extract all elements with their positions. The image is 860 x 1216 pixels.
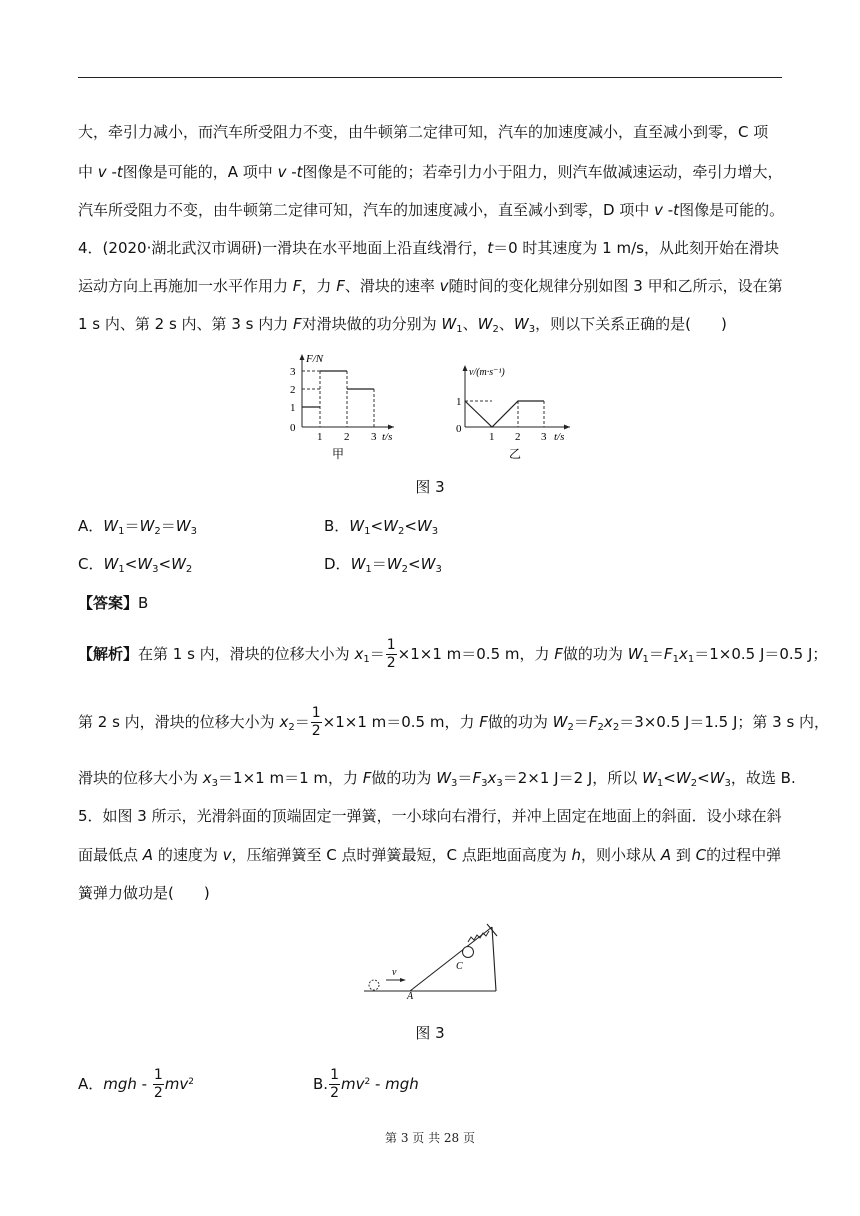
velocity-label: v bbox=[392, 967, 397, 978]
text-line: 运动方向上再施加一水平作用力 F，力 F、滑块的速率 v随时间的变化规律分别如图 3 甲和乙所示，设在第 bbox=[78, 277, 783, 295]
fraction: $\frac{1}{2}$ bbox=[311, 705, 321, 739]
ball-at-c bbox=[463, 947, 474, 958]
figure-caption: 图 3 bbox=[415, 478, 445, 496]
point-a-label: A bbox=[407, 991, 414, 1000]
option-d: D．$W_1=W_2<W_3$ bbox=[324, 555, 442, 575]
question-4-stem: 4．(2020·湖北武汉市调研)一滑块在水平地面上沿直线滑行，t＝0 时其速度为 1 m/s，从此刻开始在滑块 bbox=[78, 239, 779, 257]
option-a: A．mgh - $\frac{1}{2}$ $mv^2$ bbox=[78, 1067, 195, 1101]
spring bbox=[468, 931, 489, 942]
fraction: $\frac{1}{2}$ bbox=[330, 1067, 339, 1101]
x-tick: 3 bbox=[541, 431, 547, 443]
x-tick: 2 bbox=[344, 431, 350, 443]
text-line: 汽车所受阻力不变，由牛顿第二定律可知，汽车的加速度减小，直至减小到零，D 项中 v -t图像是可能的。 bbox=[78, 201, 785, 219]
force-time-graph bbox=[282, 350, 407, 462]
x-tick: 1 bbox=[317, 431, 323, 443]
y-tick: 0 bbox=[456, 423, 462, 435]
velocity-time-graph bbox=[450, 362, 580, 462]
text-line: 中 v -t图像是可能的，A 项中 v -t图像是不可能的；若牵引力小于阻力，则汽车做减速运动，牵引力增大， bbox=[78, 163, 783, 181]
text-line: 1 s 内、第 2 s 内、第 3 s 内力 F对滑块做的功分别为 $W_1$、$W_2$、$W_3$，则以下关系正确的是( ) bbox=[78, 315, 727, 335]
analysis-line-3: 滑块的位移大小为 $x_3=1\times 1$ m＝1 m，力 F做的功为 $W_3=F_3x_3=2\times 1$ J＝2 J，所以 $W_1<W_2<W_3$，故选 B. bbox=[78, 769, 796, 789]
header-rule bbox=[78, 77, 782, 78]
data-line bbox=[465, 401, 544, 427]
analysis-line-1: 【解析】在第 1 s 内，滑块的位移大小为 $x_1=$ $\frac{1}{2}$ ×1×1 m＝0.5 m，力 F做的功为 $W_1=F_1x_1=1\times 0.5$ J＝0.5 J； bbox=[78, 637, 828, 671]
figure-label: 乙 bbox=[509, 447, 522, 461]
figure-label: 甲 bbox=[332, 447, 345, 461]
y-axis-label: F/N bbox=[306, 353, 324, 365]
option-c: C．$W_1<W_3<W_2$ bbox=[78, 555, 193, 575]
y-tick: 0 bbox=[290, 422, 296, 434]
option-a: A．$W_1=W_2=W_3$ bbox=[78, 517, 197, 537]
question-5-stem: 5．如图 3 所示，光滑斜面的顶端固定一弹簧，一小球向右滑行，并冲上固定在地面上的斜面．设小球在斜 bbox=[78, 807, 782, 825]
y-tick: 3 bbox=[290, 366, 296, 378]
analysis-line-2: 第 2 s 内，滑块的位移大小为 $x_2=$ $\frac{1}{2}$ ×1×1 m＝0.5 m，力 F做的功为 $W_2=F_2x_2=3\times 0.5$ J＝1.5 J；第 3 s 内， bbox=[78, 705, 830, 739]
fraction: $\frac{1}{2}$ bbox=[153, 1067, 163, 1101]
x-tick: 2 bbox=[515, 431, 521, 443]
incline-spring-diagram bbox=[360, 918, 505, 1000]
y-axis-label: v/(m·s⁻¹) bbox=[469, 367, 505, 378]
point-c-label: C bbox=[456, 961, 463, 972]
x-tick: 3 bbox=[371, 431, 377, 443]
option-b: B．$W_1<W_2<W_3$ bbox=[324, 517, 439, 537]
incline-slope bbox=[410, 927, 492, 991]
x-axis-label: t/s bbox=[382, 431, 393, 443]
text-line: 面最低点 A 的速度为 v，压缩弹簧至 C 点时弹簧最短，C 点距地面高度为 h，则小球从 A 到 C的过程中弹 bbox=[78, 846, 782, 864]
page-footer: 第 3 页 共 28 页 bbox=[385, 1131, 475, 1145]
option-b: B. $\frac{1}{2}$ $mv^2$ - mgh bbox=[313, 1067, 419, 1101]
fraction: $\frac{1}{2}$ bbox=[386, 637, 396, 671]
text-line: 大，牵引力减小，而汽车所受阻力不变，由牛顿第二定律可知，汽车的加速度减小，直至减小到零，C 项 bbox=[78, 123, 769, 141]
y-tick: 1 bbox=[456, 396, 462, 408]
x-axis-label: t/s bbox=[554, 431, 565, 443]
y-tick: 2 bbox=[290, 384, 296, 396]
x-tick: 1 bbox=[489, 431, 495, 443]
y-tick: 1 bbox=[290, 402, 296, 414]
ball-start bbox=[369, 980, 379, 990]
figure-caption: 图 3 bbox=[415, 1024, 445, 1042]
answer: 【答案】B bbox=[78, 594, 149, 612]
text-line: 簧弹力做功是( ) bbox=[78, 884, 210, 902]
